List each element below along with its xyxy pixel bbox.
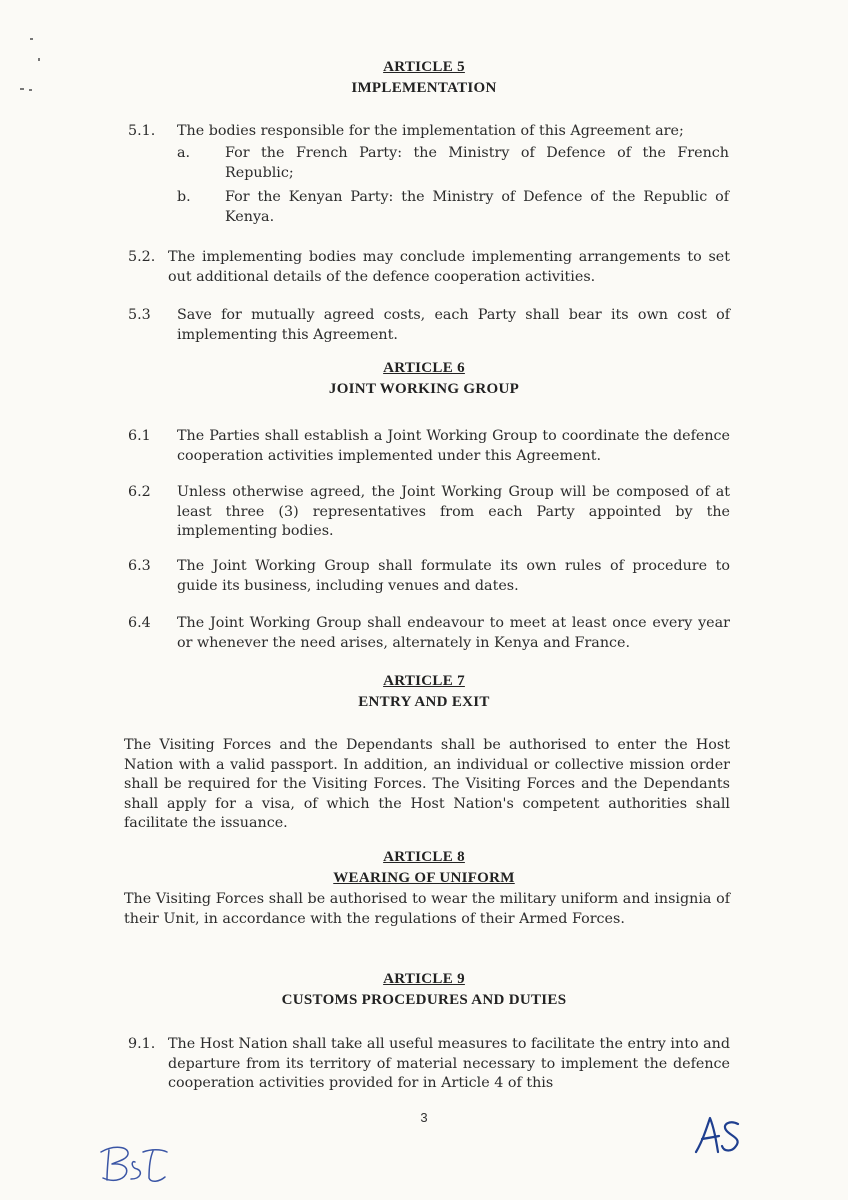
list-letter: a. <box>177 145 191 161</box>
article-6-subtitle: JOINT WORKING GROUP <box>328 381 520 397</box>
signature-initials-left <box>95 1138 185 1188</box>
article-5-subtitle: IMPLEMENTATION <box>351 80 497 96</box>
page-number: 3 <box>420 1110 428 1125</box>
list-letter: b. <box>177 189 191 205</box>
clause-number: 5.2. <box>128 249 156 265</box>
clause-6-3-text: The Joint Working Group shall formulate its own rules of procedure to guide its business, including venues and dates. <box>177 558 730 594</box>
clause-5-1-b-text: For the Kenyan Party: the Ministry of Defence of the Republic of Kenya. <box>225 189 729 225</box>
clause-5-1-a-text: For the French Party: the Ministry of Defence of the French Republic; <box>225 145 729 181</box>
article-5-title: ARTICLE 5 <box>383 59 465 75</box>
clause-number: 9.1. <box>128 1036 156 1052</box>
clause-6-1-text: The Parties shall establish a Joint Working Group to coordinate the defence cooperation activities implemented under this Agreement. <box>177 428 730 464</box>
clause-6-4-text: The Joint Working Group shall endeavour to meet at least once every year or whenever the need arises, alternately in Kenya and France. <box>177 615 730 651</box>
clause-5-2-text: The implementing bodies may conclude implementing arrangements to set out additional details of the defence cooperation activities. <box>168 249 730 285</box>
clause-5-3-text: Save for mutually agreed costs, each Party shall bear its own cost of implementing this Agreement. <box>177 307 730 343</box>
signature-initials-right <box>692 1112 752 1162</box>
scan-speck <box>30 38 33 40</box>
article-9-title: ARTICLE 9 <box>383 971 465 987</box>
clause-6-2-text: Unless otherwise agreed, the Joint Working Group will be composed of at least three (3) representatives from each Party appointed by the implementing bodies. <box>177 484 730 539</box>
clause-number: 6.1 <box>128 428 151 444</box>
clause-5-1-text: The bodies responsible for the implementation of this Agreement are; <box>177 123 684 139</box>
article-8-subtitle: WEARING OF UNIFORM <box>333 870 515 886</box>
clause-number: 6.3 <box>128 558 151 574</box>
article-7-title: ARTICLE 7 <box>383 673 465 689</box>
clause-number: 6.4 <box>128 615 151 631</box>
article-7-subtitle: ENTRY AND EXIT <box>358 694 490 710</box>
article-7-text: The Visiting Forces and the Dependants shall be authorised to enter the Host Nation with a valid passport. In addition, an individual or collective mission order shall be required for the Visiting Forces. The Visiting Forces and the Dependants shall apply for a visa, of which the Host Nation's competent authorities shall facilitate the issuance. <box>124 737 730 831</box>
article-9-subtitle: CUSTOMS PROCEDURES AND DUTIES <box>281 992 567 1008</box>
article-8-title: ARTICLE 8 <box>383 849 465 865</box>
clause-9-1-text: The Host Nation shall take all useful measures to facilitate the entry into and departure from its territory of material necessary to implement the defence cooperation activities provided for in Article 4 of this <box>168 1036 730 1091</box>
article-6-title: ARTICLE 6 <box>383 360 465 376</box>
clause-number: 6.2 <box>128 484 151 500</box>
article-8-text: The Visiting Forces shall be authorised to wear the military uniform and insignia of their Unit, in accordance with the regulations of their Armed Forces. <box>124 891 730 927</box>
clause-number: 5.3 <box>128 307 151 323</box>
clause-number: 5.1. <box>128 123 156 139</box>
